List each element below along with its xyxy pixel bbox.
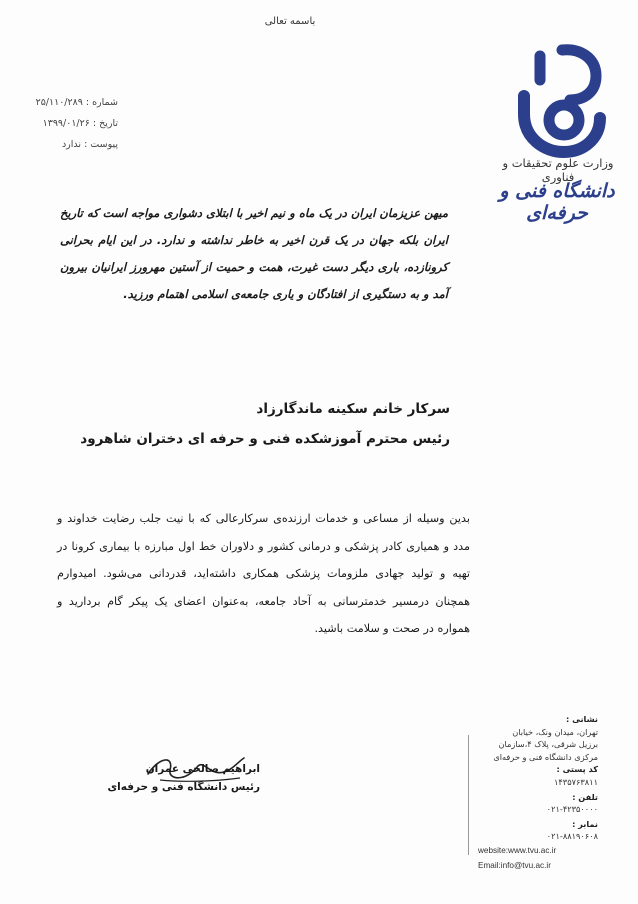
- email-link[interactable]: Email:info@tvu.ac.ir: [478, 860, 551, 870]
- contact-divider: [468, 735, 469, 855]
- contact-info: [478, 713, 598, 872]
- fax-row: [478, 818, 598, 831]
- date-value: ۱۳۹۹/۰۱/۲۶: [42, 118, 90, 129]
- number-value: ۲۵/۱۱۰/۲۸۹: [35, 97, 83, 108]
- recipient-title: رئیس محترم آموزشکده فنی و حرفه ای دختران شاهرود: [80, 431, 450, 447]
- address-label: نشانی :: [566, 714, 598, 724]
- website-link[interactable]: website:www.tvu.ac.ir: [478, 845, 557, 855]
- letter-metadata: [8, 92, 118, 155]
- signer-title: رئیس دانشگاه فنی و حرفه‌ای: [107, 781, 260, 793]
- phone-row: [478, 791, 598, 804]
- recipient-block: [80, 394, 450, 454]
- phone-value: ۰۲۱-۴۲۳۵۰۰۰۰: [546, 804, 598, 815]
- signer-name: ابراهیم صالحی عمران: [145, 763, 260, 775]
- signature-block: [90, 760, 260, 796]
- postal-label: کد پستی :: [556, 764, 598, 775]
- address-line-3: مرکزی دانشگاه فنی و حرفه‌ای: [493, 751, 598, 762]
- postal-value: ۱۴۳۵۷۶۳۸۱۱: [554, 776, 598, 787]
- appreciation-paragraph: بدین وسیله از مساعی و خدمات ارزنده‌ی سرکارعالی که با نیت جلب رضایت خداوند و مدد و همیاری کادر پزشکی و درمانی کشور و دلاوران خط اول مبارزه با بیماری کرونا در تهیه و تولید جهادی ملزومات پزشکی همکاری داشته‌اید، قدردانی می‌شود. امیدوارم همچنان درمسیر خدمترسانی به آحاد جامعه، به‌عنوان اعضای یک پیکر گام بردارید و همواره در صحت و سلامت باشید.: [57, 512, 470, 635]
- attachment-value: ندارد: [61, 139, 82, 150]
- postal-row: [478, 763, 598, 776]
- fax-label: نمابر :: [572, 818, 598, 829]
- recipient-name: سرکار خانم سکینه ماندگارزاد: [256, 401, 450, 417]
- date-label: تاریخ :: [92, 118, 118, 129]
- phone-label: تلفن :: [572, 791, 598, 802]
- attachment-label: پیوست :: [84, 139, 118, 150]
- number-label: شماره :: [85, 97, 118, 108]
- date-row: [8, 113, 118, 134]
- address-line-2: برزیل شرقی، پلاک ۴،سازمان: [498, 739, 598, 750]
- fax-value: ۰۲۱-۸۸۱۹۰۶۰۸: [546, 831, 598, 842]
- number-row: [8, 92, 118, 113]
- attachment-row: [8, 134, 118, 155]
- university-name: دانشگاه فنی و حرفه‌ای: [499, 180, 615, 224]
- ministry-name: وزارت علوم تحقیقات و فناوری: [502, 156, 614, 184]
- invocation-text: باسمه تعالی: [264, 16, 316, 27]
- university-logo: [510, 42, 606, 160]
- opening-paragraph: میهن عزیزمان ایران در یک ماه و نیم اخیر با ابتلای دشواری مواجه است که تاریخ ایران بلکه جهان در یک قرن اخیر به خاطر نداشته و ندارد. در این ایام بحرانی کرونازده، باری دیگر دست غیرت، همت و حمیت از آستین مهرورز ایرانیان بیرون آمد و به دستگیری از افتادگان و یاری جامعه‌ی اسلامی اهتمام ورزید.: [60, 206, 448, 301]
- address-line-1: تهران، میدان ونک، خیابان: [512, 726, 598, 737]
